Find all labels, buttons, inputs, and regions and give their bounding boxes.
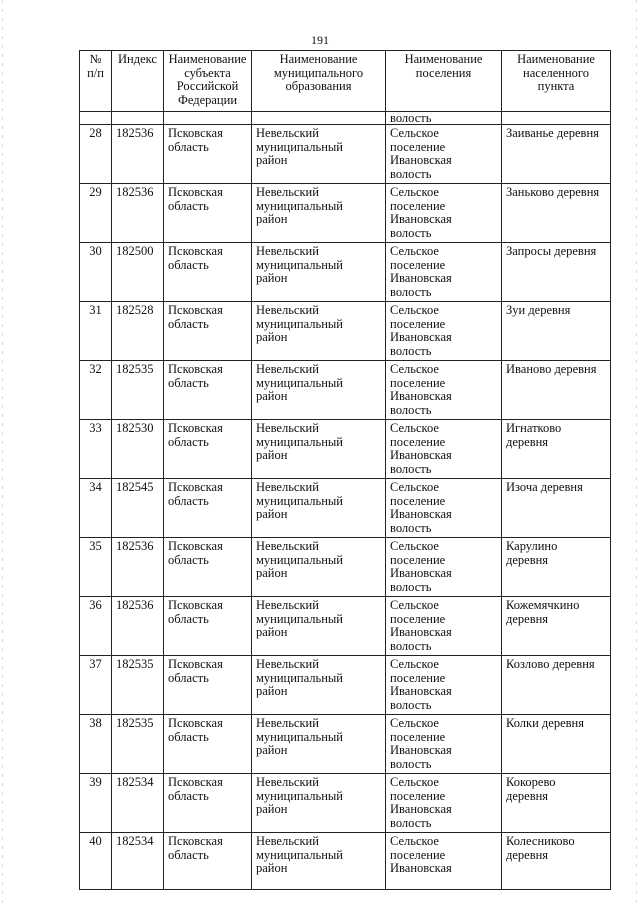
cell-municipality: Невельский муниципальный район <box>252 184 386 243</box>
cell-municipality: Невельский муниципальный район <box>252 361 386 420</box>
table-row <box>80 302 611 361</box>
cell-subject: Псковская область <box>164 538 252 597</box>
table-row <box>80 420 611 479</box>
cell-locality: Кожемячкино деревня <box>502 597 611 656</box>
cell-locality: Заиванье деревня <box>502 125 611 184</box>
cell-index: 182535 <box>112 715 164 774</box>
cell-subject: Псковская область <box>164 774 252 833</box>
cell-settlement: Сельское поселение Ивановская волость <box>386 656 502 715</box>
cell-index: 182536 <box>112 125 164 184</box>
cell-locality: Кокорево деревня <box>502 774 611 833</box>
cell-index: 182500 <box>112 243 164 302</box>
cell-locality: Зуи деревня <box>502 302 611 361</box>
cell-settlement: Сельское поселение Ивановская волость <box>386 302 502 361</box>
continuation-row <box>80 112 611 125</box>
table-row <box>80 833 611 890</box>
cell-locality: Заньково деревня <box>502 184 611 243</box>
cell-num <box>80 112 112 125</box>
cell-index: 182536 <box>112 538 164 597</box>
cell-locality: Запросы деревня <box>502 243 611 302</box>
cell-num: 37 <box>80 656 112 715</box>
cell-index: 182536 <box>112 184 164 243</box>
cell-municipality: Невельский муниципальный район <box>252 597 386 656</box>
cell-num: 40 <box>80 833 112 890</box>
header-locality: Наименование населенного пункта <box>502 51 611 112</box>
table-row <box>80 479 611 538</box>
table-row <box>80 538 611 597</box>
cell-municipality: Невельский муниципальный район <box>252 538 386 597</box>
cell-index: 182534 <box>112 774 164 833</box>
cell-settlement: Сельское поселение Ивановская волость <box>386 479 502 538</box>
cell-settlement: Сельское поселение Ивановская волость <box>386 538 502 597</box>
cell-index: 182534 <box>112 833 164 890</box>
cell-index: 182545 <box>112 479 164 538</box>
cell-subject: Псковская область <box>164 302 252 361</box>
cell-settlement: Сельское поселение Ивановская волость <box>386 420 502 479</box>
cell-settlement: Сельское поселение Ивановская волость <box>386 597 502 656</box>
settlements-table <box>79 50 611 890</box>
table-header-row <box>80 51 611 112</box>
cell-subject: Псковская область <box>164 243 252 302</box>
cell-locality: Игнатково деревня <box>502 420 611 479</box>
cell-index: 182530 <box>112 420 164 479</box>
cell-subject: Псковская область <box>164 715 252 774</box>
header-index: Индекс <box>112 51 164 112</box>
cell-municipality: Невельский муниципальный район <box>252 420 386 479</box>
cell-num: 35 <box>80 538 112 597</box>
cell-locality: Колки деревня <box>502 715 611 774</box>
cell-subject: Псковская область <box>164 361 252 420</box>
cell-index: 182535 <box>112 656 164 715</box>
cell-num: 33 <box>80 420 112 479</box>
cell-subject: Псковская область <box>164 420 252 479</box>
cell-settlement: Сельское поселение Ивановская волость <box>386 243 502 302</box>
cell-municipality: Невельский муниципальный район <box>252 479 386 538</box>
cell-num: 38 <box>80 715 112 774</box>
cell-municipality <box>252 112 386 125</box>
table-row <box>80 597 611 656</box>
cell-subject: Псковская область <box>164 479 252 538</box>
table-row <box>80 656 611 715</box>
cell-locality: Иваново деревня <box>502 361 611 420</box>
cell-locality: Колесниково деревня <box>502 833 611 890</box>
cell-municipality: Невельский муниципальный район <box>252 833 386 890</box>
table-row <box>80 715 611 774</box>
cell-settlement: Сельское поселение Ивановская <box>386 833 502 890</box>
table-row <box>80 184 611 243</box>
cell-index: 182528 <box>112 302 164 361</box>
table-row <box>80 361 611 420</box>
cell-locality: Изоча деревня <box>502 479 611 538</box>
cell-subject: Псковская область <box>164 184 252 243</box>
cell-settlement: Сельское поселение Ивановская волость <box>386 125 502 184</box>
page-number: 191 <box>311 33 329 47</box>
cell-num: 28 <box>80 125 112 184</box>
cell-num: 39 <box>80 774 112 833</box>
cell-num: 34 <box>80 479 112 538</box>
cell-index <box>112 112 164 125</box>
cell-settlement: Сельское поселение Ивановская волость <box>386 361 502 420</box>
cell-locality <box>502 112 611 125</box>
cell-municipality: Невельский муниципальный район <box>252 125 386 184</box>
cell-subject <box>164 112 252 125</box>
cell-municipality: Невельский муниципальный район <box>252 243 386 302</box>
cell-num: 30 <box>80 243 112 302</box>
cell-index: 182536 <box>112 597 164 656</box>
cell-num: 31 <box>80 302 112 361</box>
cell-num: 29 <box>80 184 112 243</box>
scan-edge-right <box>636 0 637 905</box>
table-row <box>80 125 611 184</box>
header-municipality: Наименование муниципального образования <box>252 51 386 112</box>
cell-municipality: Невельский муниципальный район <box>252 715 386 774</box>
scan-edge-left <box>2 0 3 905</box>
cell-municipality: Невельский муниципальный район <box>252 302 386 361</box>
cell-subject: Псковская область <box>164 125 252 184</box>
cell-locality: Карулино деревня <box>502 538 611 597</box>
header-subject: Наименование субъекта Российской Федерации <box>164 51 252 112</box>
table-row <box>80 243 611 302</box>
cell-locality: Козлово деревня <box>502 656 611 715</box>
cell-settlement: Сельское поселение Ивановская волость <box>386 715 502 774</box>
cell-index: 182535 <box>112 361 164 420</box>
header-num: № п/п <box>80 51 112 112</box>
cell-settlement: волость <box>386 112 502 125</box>
table-row <box>80 774 611 833</box>
cell-subject: Псковская область <box>164 833 252 890</box>
header-settlement: Наименование поселения <box>386 51 502 112</box>
cell-settlement: Сельское поселение Ивановская волость <box>386 184 502 243</box>
cell-municipality: Невельский муниципальный район <box>252 774 386 833</box>
cell-num: 32 <box>80 361 112 420</box>
cell-num: 36 <box>80 597 112 656</box>
cell-subject: Псковская область <box>164 597 252 656</box>
cell-municipality: Невельский муниципальный район <box>252 656 386 715</box>
cell-subject: Псковская область <box>164 656 252 715</box>
cell-settlement: Сельское поселение Ивановская волость <box>386 774 502 833</box>
